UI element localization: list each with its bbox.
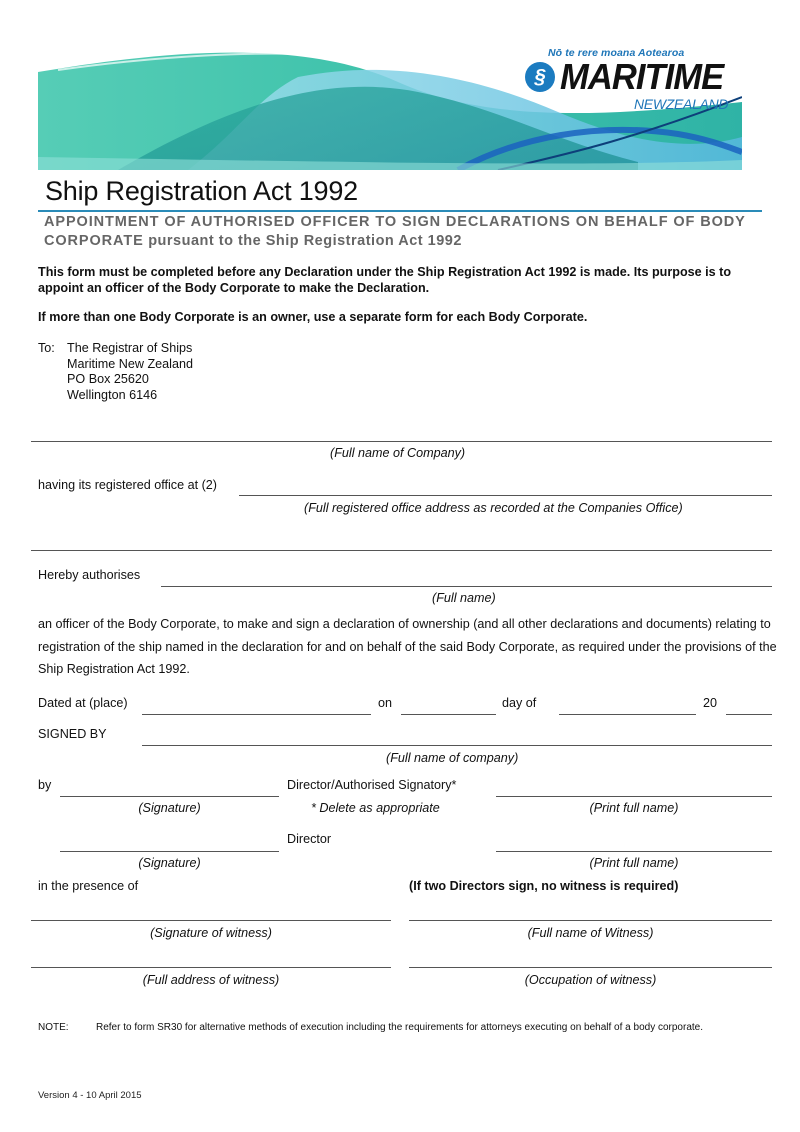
logo-wordmark: MARITIME (560, 56, 724, 97)
company-name-field[interactable] (31, 441, 772, 442)
addressee-block (38, 341, 193, 402)
witness-note: (If two Directors sign, no witness is required) (409, 879, 679, 893)
witness-name-hint: (Full name of Witness) (527, 926, 654, 940)
addressee-label: To: (38, 341, 55, 355)
registered-office-field[interactable] (239, 495, 772, 496)
address-line: The Registrar of Ships (67, 341, 193, 355)
registered-office-label: having its registered office at (2) (38, 478, 217, 492)
version-label: Version 4 - 10 April 2015 (38, 1090, 142, 1101)
signatory-signature-field[interactable] (60, 796, 279, 797)
dated-at-label: Dated at (place) (38, 696, 128, 710)
witness-address-field[interactable] (31, 967, 391, 968)
registered-office-field-line-2[interactable] (31, 550, 772, 551)
note-label: NOTE: (38, 1022, 69, 1033)
address-line: Maritime New Zealand (67, 356, 193, 371)
print-name-hint: (Print full name) (589, 801, 679, 815)
address-line: PO Box 25620 (67, 372, 149, 386)
logo-sub-zealand: ZEALAND (665, 96, 729, 112)
witness-signature-hint: (Signature of witness) (150, 926, 272, 940)
signed-by-hint: (Full name of company) (386, 751, 519, 765)
director-signature-field[interactable] (60, 851, 279, 852)
subtitle-upper: APPOINTMENT OF AUTHORISED OFFICER TO SIGN DECLARATIONS ON BEHALF OF BODY CORPORATE (44, 214, 746, 249)
witness-occupation-field[interactable] (409, 967, 772, 968)
month-field[interactable] (559, 714, 696, 715)
page-title: Ship Registration Act 1992 (45, 176, 358, 206)
full-name-hint: (Full name) (432, 591, 496, 605)
maritime-koru-icon: § (525, 62, 555, 92)
subtitle-lower: pursuant to the Ship Registration Act 1992 (143, 233, 462, 249)
signatory-role: Director/Authorised Signatory* (287, 778, 457, 792)
address-line: Wellington 6146 (67, 387, 158, 402)
logo-tagline: Nō te rere moana Aotearoa (548, 47, 685, 59)
title-divider (38, 210, 762, 212)
company-name-hint: (Full name of Company) (330, 446, 466, 460)
signed-by-label: SIGNED BY (38, 727, 107, 741)
year-prefix: 20 (703, 696, 718, 710)
signature-hint: (Signature) (138, 856, 201, 870)
day-of-label: day of (502, 696, 537, 710)
intro-paragraph: This form must be completed before any Declaration under the Ship Registration Act 1992 is made. Its purpose is to appoint an officer of the Body Corporate to make the Declaration. (38, 265, 732, 295)
witness-signature-field[interactable] (31, 920, 391, 921)
presence-label: in the presence of (38, 879, 139, 893)
by-label: by (38, 778, 52, 792)
on-label: on (378, 696, 393, 710)
year-field[interactable] (726, 714, 772, 715)
registered-office-hint: (Full registered office address as recorded at the Companies Office) (304, 501, 683, 515)
addressee-lines (67, 341, 193, 403)
authorises-label: Hereby authorises (38, 568, 141, 582)
note-text: Refer to form SR30 for alternative methods of execution including the requirements for attorneys executing on behalf of a body corporate. (96, 1022, 704, 1033)
logo-subtitle (634, 96, 728, 112)
authorisation-text: an officer of the Body Corporate, to make and sign a declaration of ownership (and all other declarations and documents) relating to registration of the ship named in the declaration for and on behalf of the said Body Corporate, as required under the provisions of the Ship Registration Act 1992. (38, 617, 777, 676)
signatory-print-name-field[interactable] (496, 796, 772, 797)
authorised-officer-name-field[interactable] (161, 586, 772, 587)
day-field[interactable] (401, 714, 496, 715)
witness-address-hint: (Full address of witness) (142, 973, 280, 987)
delete-note: * Delete as appropriate (311, 801, 440, 815)
logo-sub-new: NEW (634, 96, 666, 112)
print-name-hint: (Print full name) (589, 856, 679, 870)
director-role: Director (287, 832, 332, 846)
witness-occupation-hint: (Occupation of witness) (524, 973, 657, 987)
signed-by-company-field[interactable] (142, 745, 772, 746)
form-subtitle (44, 213, 764, 251)
dated-place-field[interactable] (142, 714, 371, 715)
director-print-name-field[interactable] (496, 851, 772, 852)
signature-hint: (Signature) (138, 801, 201, 815)
witness-name-field[interactable] (409, 920, 772, 921)
intro-note: If more than one Body Corporate is an owner, use a separate form for each Body Corporate. (38, 310, 588, 324)
